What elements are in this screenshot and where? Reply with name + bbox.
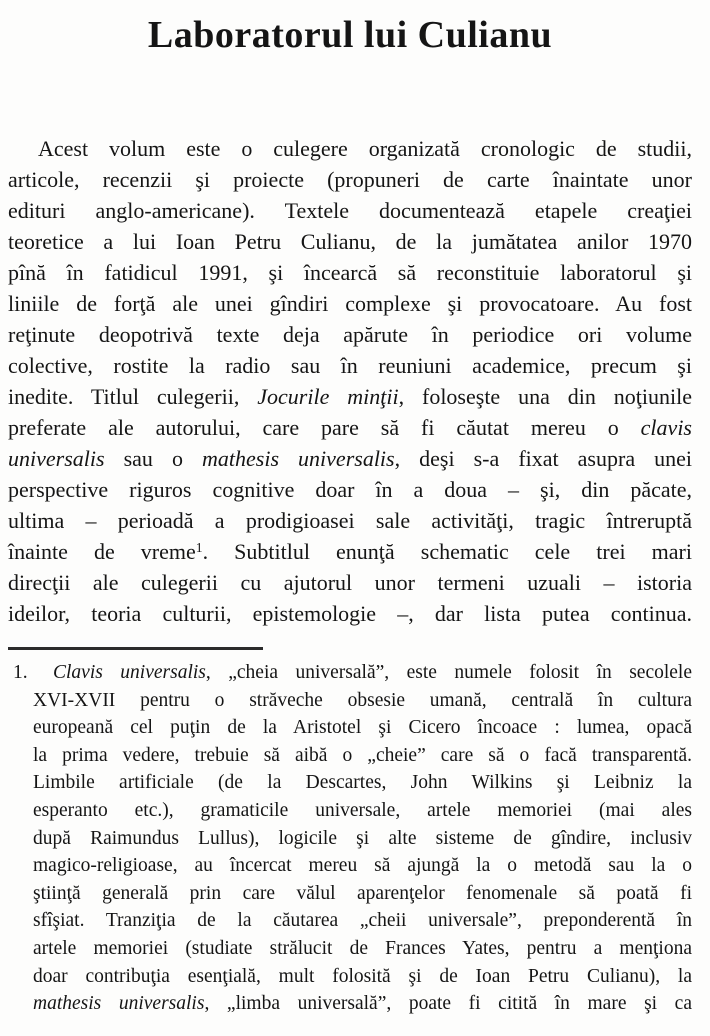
body-text-line: [8, 133, 692, 164]
text-segment: înainte de vreme: [8, 539, 196, 564]
text-segment: sfîşiat. Tranziţia de la căutarea „cheii universale”, preponderentă în: [33, 910, 692, 932]
footnote-text-line: [33, 990, 692, 1018]
text-segment: . Subtitlul enunţă schematic cele trei mari: [202, 539, 692, 564]
italic-segment: mathesis universalis: [202, 446, 395, 471]
footnote-text-line: [33, 852, 692, 880]
text-segment: europeană cel puţin de la Aristotel şi Cicero încoace : lumea, opacă: [33, 717, 692, 739]
footnote-text-line: [33, 714, 692, 742]
text-segment: sau o: [104, 446, 203, 471]
text-segment: reţinute deopotrivă texte deja apărute în periodice ori volume: [8, 322, 692, 347]
italic-segment: universalis: [8, 446, 105, 471]
text-segment: ideilor, teoria culturii, epistemologie –, dar lista putea continua.: [8, 601, 692, 626]
body-paragraph: [8, 133, 692, 629]
text-segment: , „limba universală”, poate fi citită în mare şi ca: [204, 993, 692, 1015]
body-text-line: [8, 350, 692, 381]
footnote: [8, 659, 692, 1018]
body-text-line: [8, 443, 692, 474]
text-segment: la prima vedere, trebuie să aibă o „cheie” care să o facă transparentă.: [33, 744, 692, 766]
body-text-line: [8, 164, 692, 195]
text-segment: articole, recenzii şi proiecte (propuneri de carte înaintate unor: [8, 167, 692, 192]
text-segment: inedite. Titlul culegerii,: [8, 384, 258, 409]
footnote-number: 1.: [13, 662, 28, 683]
footnote-text-line: [33, 963, 692, 991]
text-segment: esperanto etc.), gramaticile universale, artele memoriei (mai ales: [33, 799, 692, 821]
text-segment: Acest volum este o culegere organizată cronologic de studii,: [38, 136, 692, 161]
body-text-line: [8, 319, 692, 350]
footnote-separator-rule: [8, 647, 263, 650]
text-segment: , „cheia universală”, este numele folosit în secolele: [205, 662, 692, 683]
body-text-line: [8, 226, 692, 257]
text-segment: artele memoriei (studiate strălucit de Frances Yates, pentru a menţiona: [33, 937, 692, 959]
text-segment: XVI-XVII pentru o străveche obsesie umană, centrală în cultura: [33, 689, 692, 711]
text-segment: ştiinţă generală prin care vălul aparenţelor fenomenale să poată fi: [33, 882, 692, 904]
italic-segment: Clavis universalis: [53, 662, 206, 683]
body-text-line: [8, 381, 692, 412]
footnote-text: [33, 659, 692, 1018]
text-segment: doar contribuţia esenţială, mult folosită şi de Ioan Petru Culianu), la: [33, 965, 692, 987]
page-title: Laboratorul lui Culianu: [147, 14, 553, 56]
body-text-line: [8, 505, 692, 536]
text-segment: magico-religioase, au încercat mereu să ajungă la o metodă sau la o: [33, 855, 692, 877]
body-text-line: [8, 195, 692, 226]
text-segment: , foloseşte una din noţiunile: [398, 384, 693, 409]
text-segment: , deşi s-a fixat asupra unei: [394, 446, 693, 471]
footnote-text-line: [33, 825, 692, 853]
body-text-line: [8, 598, 692, 629]
body-text-line: [8, 412, 692, 443]
text-segment: după Raimundus Lullus), logicile şi alte sisteme de gîndire, inclusiv: [33, 827, 692, 849]
italic-segment: mathesis universalis: [33, 993, 205, 1015]
footnote-text-line: [33, 797, 692, 825]
italic-segment: Jocurile minţii: [257, 384, 399, 409]
footnote-text-line: [33, 769, 692, 797]
body-text-line: [8, 567, 692, 598]
footnote-text-line: [33, 742, 692, 770]
text-segment: colective, rostite la radio sau în reuniuni academice, precum şi: [8, 353, 692, 378]
body-text-line: [8, 474, 692, 505]
footnote-text-line: [33, 880, 692, 908]
text-segment: perspective riguros cognitive doar în a doua – şi, din păcate,: [8, 477, 692, 502]
body-text-line: [8, 257, 692, 288]
text-segment: edituri anglo-americane). Textele documentează etapele creaţiei: [8, 198, 692, 223]
footnote-text-line: [33, 907, 692, 935]
text-segment: direcţii ale culegerii cu ajutorul unor termeni uzuali – istoria: [8, 570, 692, 595]
book-page: [0, 12, 710, 1036]
body-text-line: [8, 536, 692, 567]
text-segment: preferate ale autorului, care pare să fi căutat mereu o: [8, 415, 641, 440]
text-segment: Limbile artificiale (de la Descartes, John Wilkins şi Leibniz la: [33, 772, 692, 794]
text-segment: liniile de forţă ale unei gîndiri complexe şi provocatoare. Au fost: [8, 291, 692, 316]
italic-segment: clavis: [640, 415, 692, 440]
footnote-text-line: [33, 935, 692, 963]
footnote-text-line: [33, 659, 692, 687]
text-segment: teoretice a lui Ioan Petru Culianu, de la jumătatea anilor 1970: [8, 229, 692, 254]
footnote-reference-superscript: 1: [195, 540, 203, 556]
text-segment: pînă în fatidicul 1991, şi încearcă să reconstituie laboratorul şi: [8, 260, 692, 285]
body-text-line: [8, 288, 692, 319]
footnote-text-line: [33, 687, 692, 715]
text-segment: ultima – perioadă a prodigioasei sale activităţi, tragic întreruptă: [8, 508, 692, 533]
